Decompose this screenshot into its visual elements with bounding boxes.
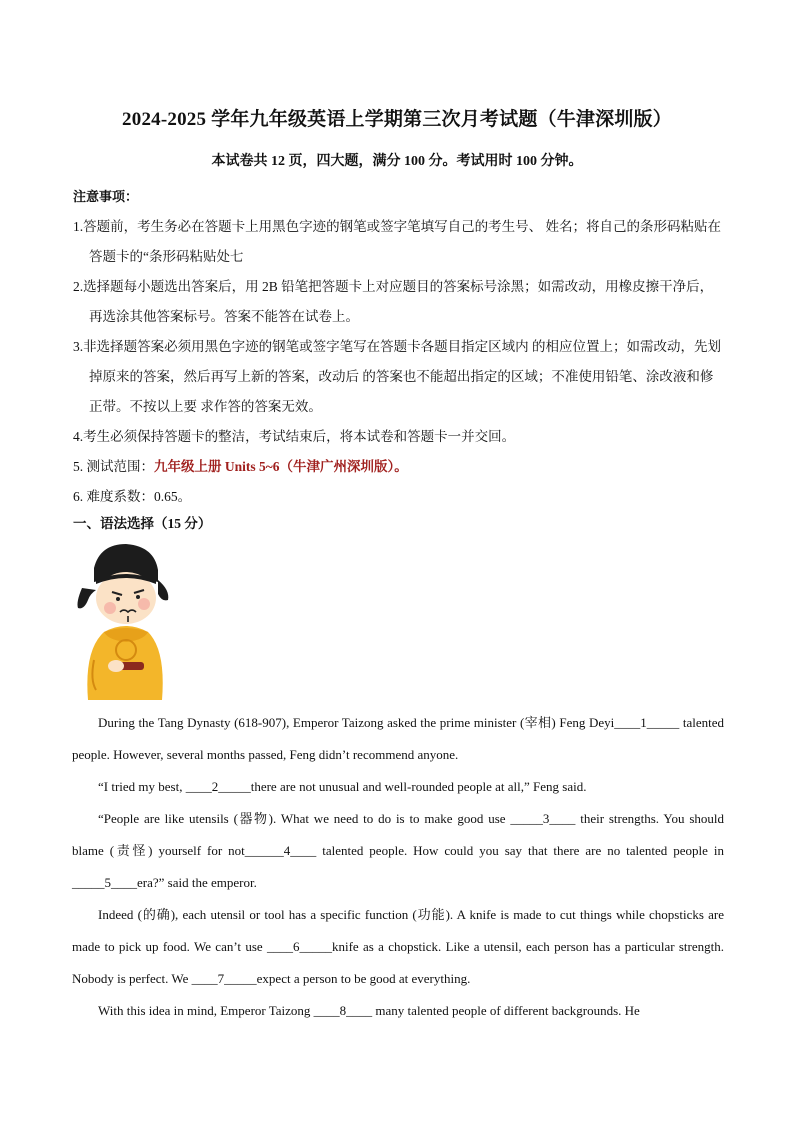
notice-item-2: 2.选择题每小题选出答案后，用 2B 铅笔把答题卡上对应题目的答案标号涂黑；如需改动，用橡皮擦干净后，再选涂其他答案标号。答案不能答在试卷上。 <box>73 279 714 324</box>
notice-item-6: 6. 难度系数：0.65。 <box>73 489 192 504</box>
scope-value: 九年级上册 Units 5~6（牛津广州深圳版）。 <box>154 459 408 474</box>
passage-paragraph-4: Indeed (的确), each utensil or tool has a specific function (功能). A knife is made to cut things while chopsticks are made to pick up food. We can’t use ____6_____knife as a chopstick. Like a utensil, each person has a particular strength. Nobody is perfect. We ____7_____expect a person to be good at everything. <box>72 907 724 986</box>
notice-heading: 注意事项： <box>73 189 139 204</box>
notice-item-5 <box>73 452 723 482</box>
passage-paragraph-3: “People are like utensils (器物). What we need to do is to make good use _____3____ their strengths. You should blame (责怪) yourself for not______4____ talented people. How could you say that there are no talented people in _____5____era?” said the emperor. <box>72 811 724 890</box>
passage-paragraph-5: With this idea in mind, Emperor Taizong ____8____ many talented people of different backgrounds. He <box>98 1003 640 1018</box>
notice-item-3: 3.非选择题答案必须用黑色字迹的钢笔或签字笔写在答题卡各题目指定区域内 的相应位置上；如需改动，先划掉原来的答案，然后再写上新的答案，改动后 的答案也不能超出指定的区域；不准使用铅笔、涂改液和修正带。不按以上要 求作答的答案无效。 <box>73 339 721 414</box>
reading-passage <box>72 707 724 1027</box>
notice-item-4: 4.考生必须保持答题卡的整洁，考试结束后，将本试卷和答题卡一并交回。 <box>73 429 516 444</box>
scope-label: 5. 测试范围： <box>73 459 154 474</box>
section-heading: 一、语法选择（15 分） <box>73 516 212 531</box>
passage-paragraph-2: “I tried my best, ____2_____there are not unusual and well-rounded people at all,” Feng said. <box>98 779 587 794</box>
notice-item-1: 1.答题前，考生务必在答题卡上用黑色字迹的钢笔或签字笔填写自己的考生号、 姓名；将自己的条形码粘贴在答题卡的“条形码粘贴处七 <box>73 219 721 264</box>
passage-paragraph-1: During the Tang Dynasty (618-907), Emperor Taizong asked the prime minister (宰相) Feng Deyi____1_____ talented people. However, several months passed, Feng didn’t recommend anyone. <box>72 715 724 762</box>
emperor-illustration <box>74 540 174 700</box>
notice-list <box>73 212 723 512</box>
exam-subtitle: 本试卷共 12 页，四大题，满分 100 分。考试用时 100 分钟。 <box>211 154 583 169</box>
exam-title: 2024-2025 学年九年级英语上学期第三次月考试题（牛津深圳版） <box>122 109 672 130</box>
